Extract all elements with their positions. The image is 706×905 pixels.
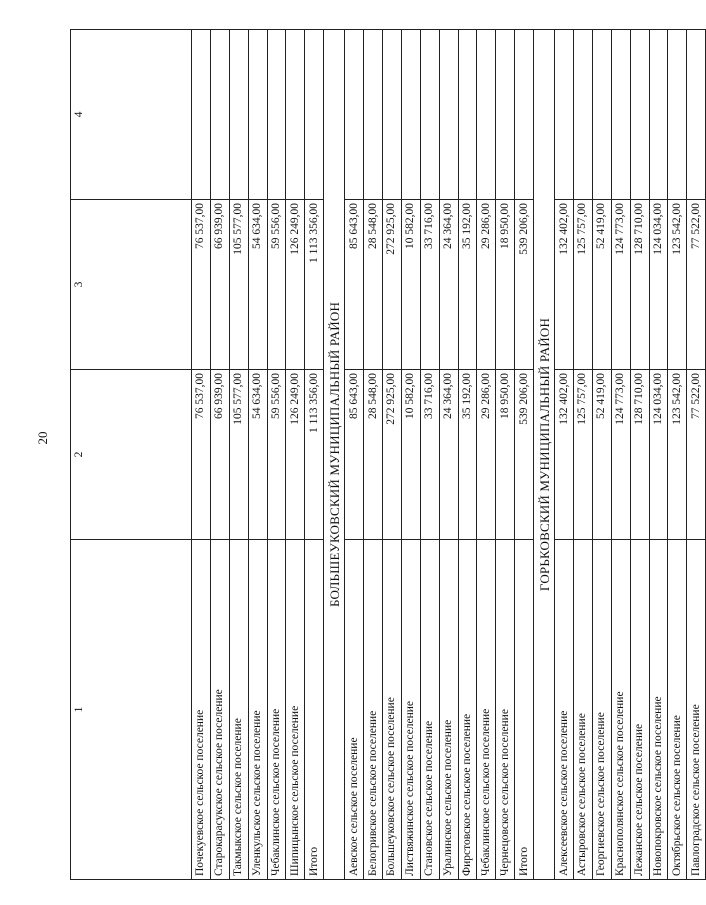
value-col2-cell: 33 716,00	[420, 370, 439, 540]
value-col4-cell	[267, 30, 286, 200]
header-row	[71, 30, 192, 880]
settlement-name-cell: Старокарасукское сельское поселение	[210, 540, 229, 880]
value-col3-cell: 126 249,00	[286, 200, 305, 370]
value-col2-cell: 124 773,00	[611, 370, 630, 540]
table-row	[210, 30, 229, 880]
table-row	[248, 30, 267, 880]
value-col3-cell: 24 364,00	[439, 200, 458, 370]
section-header-row	[534, 30, 555, 880]
value-col3-cell: 128 710,00	[630, 200, 649, 370]
settlement-name-cell: Георгиевское сельское поселение	[592, 540, 611, 880]
value-col3-cell: 29 286,00	[477, 200, 496, 370]
value-col4-cell	[401, 30, 420, 200]
value-col4-cell	[383, 30, 402, 200]
value-col4-cell	[687, 30, 706, 200]
settlement-name-cell: Итого	[305, 540, 324, 880]
value-col4-cell	[458, 30, 477, 200]
total-row	[515, 30, 534, 880]
value-col2-cell: 28 548,00	[364, 370, 383, 540]
table-row	[345, 30, 364, 880]
table-row	[192, 30, 211, 880]
value-col4-cell	[210, 30, 229, 200]
table-row	[611, 30, 630, 880]
settlement-name-cell: Белогривское сельское поселение	[364, 540, 383, 880]
value-col2-cell: 105 577,00	[229, 370, 248, 540]
value-col2-cell: 132 402,00	[555, 370, 574, 540]
value-col2-cell: 29 286,00	[477, 370, 496, 540]
page-number: 20	[35, 431, 50, 445]
data-table	[70, 29, 706, 880]
value-col4-cell	[305, 30, 324, 200]
value-col4-cell	[515, 30, 534, 200]
value-col2-cell: 77 522,00	[687, 370, 706, 540]
value-col2-cell: 66 939,00	[210, 370, 229, 540]
table-row	[420, 30, 439, 880]
column-header: 3	[71, 200, 192, 370]
table-body	[71, 30, 706, 880]
settlement-name-cell: Чернецовское сельское поселение	[496, 540, 515, 880]
table-row	[477, 30, 496, 880]
settlement-name-cell: Новопокровское сельское поселение	[649, 540, 668, 880]
value-col4-cell	[229, 30, 248, 200]
value-col4-cell	[364, 30, 383, 200]
value-col3-cell: 28 548,00	[364, 200, 383, 370]
settlement-name-cell: Уралинское сельское поселение	[439, 540, 458, 880]
table-row	[229, 30, 248, 880]
section-title: ГОРЬКОВСКИЙ МУНИЦИПАЛЬНЫЙ РАЙОН	[534, 30, 555, 880]
value-col2-cell: 76 537,00	[192, 370, 211, 540]
value-col2-cell: 52 419,00	[592, 370, 611, 540]
value-col4-cell	[420, 30, 439, 200]
value-col3-cell: 66 939,00	[210, 200, 229, 370]
value-col2-cell: 10 582,00	[401, 370, 420, 540]
section-title: БОЛЬШЕУКОВСКИЙ МУНИЦИПАЛЬНЫЙ РАЙОН	[324, 30, 345, 880]
table-row	[439, 30, 458, 880]
value-col3-cell: 54 634,00	[248, 200, 267, 370]
value-col3-cell: 52 419,00	[592, 200, 611, 370]
settlement-name-cell: Аевское сельское поселение	[345, 540, 364, 880]
rotated-table-container	[70, 30, 702, 880]
table-row	[592, 30, 611, 880]
value-col2-cell: 125 757,00	[574, 370, 593, 540]
settlement-name-cell: Лежанское сельское поселение	[630, 540, 649, 880]
value-col3-cell: 125 757,00	[574, 200, 593, 370]
settlement-name-cell: Уленкульское сельское поселение	[248, 540, 267, 880]
value-col2-cell: 1 113 356,00	[305, 370, 324, 540]
table-row	[286, 30, 305, 880]
value-col4-cell	[192, 30, 211, 200]
table-row	[687, 30, 706, 880]
settlement-name-cell: Шипицынское сельское поселение	[286, 540, 305, 880]
value-col4-cell	[592, 30, 611, 200]
value-col4-cell	[286, 30, 305, 200]
value-col3-cell: 33 716,00	[420, 200, 439, 370]
value-col2-cell: 123 542,00	[668, 370, 687, 540]
value-col3-cell: 1 113 356,00	[305, 200, 324, 370]
value-col3-cell: 35 192,00	[458, 200, 477, 370]
value-col2-cell: 539 206,00	[515, 370, 534, 540]
settlement-name-cell: Итого	[515, 540, 534, 880]
settlement-name-cell: Становское сельское поселение	[420, 540, 439, 880]
value-col3-cell: 105 577,00	[229, 200, 248, 370]
value-col4-cell	[630, 30, 649, 200]
settlement-name-cell: Чебаклинское сельское поселение	[477, 540, 496, 880]
value-col3-cell: 124 034,00	[649, 200, 668, 370]
value-col3-cell: 10 582,00	[401, 200, 420, 370]
value-col2-cell: 59 556,00	[267, 370, 286, 540]
value-col4-cell	[555, 30, 574, 200]
settlement-name-cell: Чебаклинское сельское поселение	[267, 540, 286, 880]
settlement-name-cell: Алексеевское сельское поселение	[555, 540, 574, 880]
value-col2-cell: 35 192,00	[458, 370, 477, 540]
value-col3-cell: 272 925,00	[383, 200, 402, 370]
table-row	[649, 30, 668, 880]
column-header: 1	[71, 540, 192, 880]
value-col4-cell	[345, 30, 364, 200]
settlement-name-cell: Листвяжинское сельское поселение	[401, 540, 420, 880]
section-header-row	[324, 30, 345, 880]
value-col2-cell: 54 634,00	[248, 370, 267, 540]
value-col2-cell: 18 950,00	[496, 370, 515, 540]
table-row	[496, 30, 515, 880]
value-col4-cell	[248, 30, 267, 200]
table-row	[383, 30, 402, 880]
value-col3-cell: 85 643,00	[345, 200, 364, 370]
value-col4-cell	[439, 30, 458, 200]
settlement-name-cell: Большеуковское сельское поселение	[383, 540, 402, 880]
table-row	[630, 30, 649, 880]
value-col2-cell: 126 249,00	[286, 370, 305, 540]
value-col4-cell	[574, 30, 593, 200]
value-col2-cell: 24 364,00	[439, 370, 458, 540]
table-row	[555, 30, 574, 880]
value-col3-cell: 124 773,00	[611, 200, 630, 370]
column-header: 4	[71, 30, 192, 200]
table-row	[574, 30, 593, 880]
value-col2-cell: 272 925,00	[383, 370, 402, 540]
value-col4-cell	[611, 30, 630, 200]
settlement-name-cell: Астыровское сельское поселение	[574, 540, 593, 880]
value-col3-cell: 123 542,00	[668, 200, 687, 370]
value-col2-cell: 128 710,00	[630, 370, 649, 540]
settlement-name-cell: Фирстовское сельское поселение	[458, 540, 477, 880]
table-row	[668, 30, 687, 880]
value-col4-cell	[496, 30, 515, 200]
column-header: 2	[71, 370, 192, 540]
value-col4-cell	[477, 30, 496, 200]
value-col2-cell: 85 643,00	[345, 370, 364, 540]
settlement-name-cell: Почекуевское сельское поселение	[192, 540, 211, 880]
value-col3-cell: 76 537,00	[192, 200, 211, 370]
value-col3-cell: 539 206,00	[515, 200, 534, 370]
value-col3-cell: 59 556,00	[267, 200, 286, 370]
value-col3-cell: 18 950,00	[496, 200, 515, 370]
table-row	[458, 30, 477, 880]
settlement-name-cell: Краснополянское сельское поселение	[611, 540, 630, 880]
value-col2-cell: 124 034,00	[649, 370, 668, 540]
value-col4-cell	[649, 30, 668, 200]
table-row	[364, 30, 383, 880]
settlement-name-cell: Октябрьское сельское поселение	[668, 540, 687, 880]
value-col3-cell: 132 402,00	[555, 200, 574, 370]
settlement-name-cell: Такмыкское сельское поселение	[229, 540, 248, 880]
value-col4-cell	[668, 30, 687, 200]
settlement-name-cell: Павлоградское сельское поселение	[687, 540, 706, 880]
table-row	[267, 30, 286, 880]
table-row	[401, 30, 420, 880]
value-col3-cell: 77 522,00	[687, 200, 706, 370]
total-row	[305, 30, 324, 880]
